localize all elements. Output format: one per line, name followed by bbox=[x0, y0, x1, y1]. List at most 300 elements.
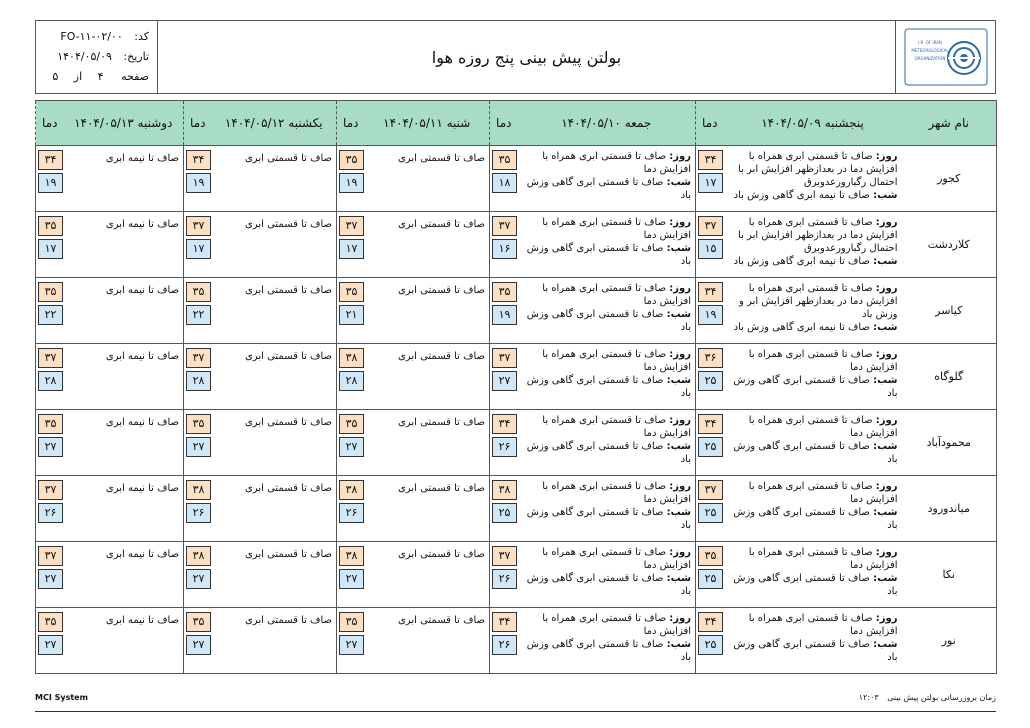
forecast-description: صاف تا قسمتی ابری bbox=[212, 146, 337, 212]
day-label: روز: bbox=[875, 481, 898, 492]
day-label: روز: bbox=[875, 415, 898, 426]
night-label: شب: bbox=[666, 573, 691, 584]
day-label: روز: bbox=[875, 217, 898, 228]
temperature-cell bbox=[36, 344, 64, 410]
min-temperature: ۲۲ bbox=[38, 305, 63, 325]
temperature-cell bbox=[490, 212, 518, 278]
max-temperature: ۳۵ bbox=[186, 414, 211, 434]
night-forecast-text: صاف تا قسمتی ابری گاهی وزش باد bbox=[733, 507, 898, 531]
table-row bbox=[36, 608, 997, 674]
forecast-description: صاف تا قسمتی ابری bbox=[212, 476, 337, 542]
day-forecast-text: صاف تا قسمتی ابری همراه با افزایش دما bbox=[542, 547, 691, 571]
max-temperature: ۳۷ bbox=[492, 546, 517, 566]
city-name: نکا bbox=[902, 542, 997, 608]
day-forecast-text: صاف تا قسمتی ابری همراه با افزایش دما bbox=[748, 547, 898, 571]
min-temperature: ۱۹ bbox=[186, 173, 211, 193]
day-column-header: یکشنبه ۱۴۰۴/۰۵/۱۲ bbox=[212, 101, 337, 146]
temperature-cell bbox=[490, 476, 518, 542]
forecast-description: صاف تا قسمتی ابری bbox=[365, 344, 490, 410]
forecast-description bbox=[724, 542, 902, 608]
max-temperature: ۳۷ bbox=[339, 216, 364, 236]
day-forecast bbox=[520, 282, 692, 308]
page-total: ۵ bbox=[52, 70, 59, 83]
system-name: MCI System bbox=[35, 693, 88, 702]
max-temperature: ۳۷ bbox=[186, 216, 211, 236]
city-name: کجور bbox=[902, 146, 997, 212]
table-row bbox=[36, 344, 997, 410]
day-forecast-text: صاف تا قسمتی ابری همراه با افزایش دما bbox=[748, 415, 898, 439]
min-temperature: ۲۷ bbox=[38, 437, 63, 457]
night-forecast-text: صاف تا نیمه ابری گاهی وزش باد bbox=[733, 190, 870, 201]
night-forecast bbox=[520, 638, 692, 664]
temperature-column-header: دما bbox=[696, 101, 724, 146]
forecast-description: صاف تا قسمتی ابری bbox=[212, 344, 337, 410]
temperature-cell bbox=[184, 608, 212, 674]
night-label: شب: bbox=[873, 322, 898, 333]
day-forecast bbox=[520, 546, 692, 572]
night-label: شب: bbox=[666, 375, 691, 386]
forecast-description bbox=[724, 278, 902, 344]
max-temperature: ۳۸ bbox=[492, 480, 517, 500]
night-forecast-text: صاف تا نیمه ابری گاهی وزش باد bbox=[733, 256, 870, 267]
min-temperature: ۲۶ bbox=[492, 437, 517, 457]
day-column-header: شنبه ۱۴۰۴/۰۵/۱۱ bbox=[365, 101, 490, 146]
temperature-column-header: دما bbox=[490, 101, 518, 146]
day-label: روز: bbox=[875, 613, 898, 624]
day-forecast-text: صاف تا قسمتی ابری همراه با افزایش دما bbox=[542, 613, 691, 637]
max-temperature: ۳۵ bbox=[698, 546, 723, 566]
forecast-description: صاف تا قسمتی ابری bbox=[212, 608, 337, 674]
forecast-table bbox=[35, 100, 997, 674]
table-row bbox=[36, 146, 997, 212]
min-temperature: ۱۹ bbox=[38, 173, 63, 193]
night-forecast-text: صاف تا قسمتی ابری گاهی وزش باد bbox=[733, 573, 898, 597]
temperature-cell bbox=[36, 410, 64, 476]
temperature-cell bbox=[696, 344, 724, 410]
table-row bbox=[36, 476, 997, 542]
min-temperature: ۱۸ bbox=[492, 173, 517, 193]
forecast-description: صاف تا نیمه ابری bbox=[64, 476, 184, 542]
min-temperature: ۲۵ bbox=[698, 371, 723, 391]
night-forecast bbox=[520, 308, 692, 334]
max-temperature: ۳۶ bbox=[698, 348, 723, 368]
update-time-value: ۱۲:۰۳ bbox=[858, 693, 879, 702]
min-temperature: ۲۸ bbox=[38, 371, 63, 391]
min-temperature: ۲۷ bbox=[186, 569, 211, 589]
table-row bbox=[36, 212, 997, 278]
temperature-cell bbox=[337, 344, 365, 410]
day-forecast-text: صاف تا قسمتی ابری همراه با افزایش دما bbox=[748, 481, 898, 505]
min-temperature: ۱۹ bbox=[492, 305, 517, 325]
temperature-cell bbox=[184, 212, 212, 278]
temperature-cell bbox=[36, 146, 64, 212]
day-forecast-text: صاف تا قسمتی ابری همراه با افزایش دما bbox=[748, 613, 898, 637]
day-forecast-text: صاف تا قسمتی ابری همراه با افزایش دما bbox=[542, 481, 691, 505]
forecast-description: صاف تا قسمتی ابری bbox=[365, 410, 490, 476]
day-label: روز: bbox=[669, 415, 691, 426]
night-forecast bbox=[726, 440, 898, 466]
max-temperature: ۳۵ bbox=[186, 282, 211, 302]
temperature-cell bbox=[490, 608, 518, 674]
temperature-cell bbox=[36, 212, 64, 278]
max-temperature: ۳۸ bbox=[186, 480, 211, 500]
max-temperature: ۳۴ bbox=[698, 414, 723, 434]
temperature-cell bbox=[184, 344, 212, 410]
forecast-description: صاف تا قسمتی ابری bbox=[212, 212, 337, 278]
min-temperature: ۱۷ bbox=[38, 239, 63, 259]
night-forecast-text: صاف تا قسمتی ابری گاهی وزش باد bbox=[526, 375, 691, 399]
max-temperature: ۳۸ bbox=[339, 348, 364, 368]
logo-line-1: I.R. OF IRAN bbox=[917, 40, 942, 45]
temperature-cell bbox=[36, 542, 64, 608]
forecast-description bbox=[724, 476, 902, 542]
min-temperature: ۲۷ bbox=[339, 635, 364, 655]
forecast-description: صاف تا نیمه ابری bbox=[64, 278, 184, 344]
night-forecast bbox=[726, 572, 898, 598]
night-forecast-text: صاف تا قسمتی ابری گاهی وزش باد bbox=[526, 441, 691, 465]
temperature-cell bbox=[490, 146, 518, 212]
city-name: کلاردشت bbox=[902, 212, 997, 278]
night-label: شب: bbox=[873, 375, 898, 386]
min-temperature: ۲۷ bbox=[38, 569, 63, 589]
day-forecast-text: صاف تا قسمتی ابری همراه با افزایش دما در بعدازظهر افزایش ابر با احتمال رگبارورعدوبرق bbox=[738, 151, 898, 188]
forecast-description bbox=[518, 212, 696, 278]
min-temperature: ۲۶ bbox=[339, 503, 364, 523]
day-column-header: جمعه ۱۴۰۴/۰۵/۱۰ bbox=[518, 101, 696, 146]
forecast-description bbox=[724, 410, 902, 476]
temperature-cell bbox=[490, 278, 518, 344]
min-temperature: ۲۱ bbox=[339, 305, 364, 325]
day-forecast-text: صاف تا قسمتی ابری همراه با افزایش دما در بعدازظهر افزایش ابر و وزش باد bbox=[739, 283, 898, 320]
min-temperature: ۲۷ bbox=[186, 635, 211, 655]
day-forecast bbox=[726, 414, 898, 440]
temperature-cell bbox=[696, 278, 724, 344]
day-label: روز: bbox=[669, 283, 691, 294]
max-temperature: ۳۷ bbox=[38, 348, 63, 368]
day-label: روز: bbox=[669, 613, 691, 624]
max-temperature: ۳۴ bbox=[698, 282, 723, 302]
day-forecast bbox=[520, 150, 692, 176]
night-label: شب: bbox=[873, 639, 898, 650]
day-forecast-text: صاف تا قسمتی ابری همراه با افزایش دما در بعدازظهر افزایش ابر با احتمال رگبارورعدوبرق bbox=[738, 217, 898, 254]
page-row bbox=[42, 67, 149, 87]
day-forecast bbox=[726, 216, 898, 255]
night-label: شب: bbox=[666, 243, 691, 254]
day-forecast-text: صاف تا قسمتی ابری همراه با افزایش دما bbox=[542, 349, 691, 373]
min-temperature: ۲۷ bbox=[339, 569, 364, 589]
night-label: شب: bbox=[873, 256, 898, 267]
page-footer bbox=[35, 693, 996, 712]
min-temperature: ۲۷ bbox=[38, 635, 63, 655]
min-temperature: ۲۲ bbox=[186, 305, 211, 325]
night-forecast bbox=[520, 572, 692, 598]
temperature-cell bbox=[696, 476, 724, 542]
day-forecast bbox=[520, 348, 692, 374]
page-number: ۴ bbox=[97, 70, 104, 83]
temperature-cell bbox=[696, 410, 724, 476]
max-temperature: ۳۵ bbox=[339, 414, 364, 434]
max-temperature: ۳۸ bbox=[186, 546, 211, 566]
temperature-cell bbox=[36, 608, 64, 674]
max-temperature: ۳۴ bbox=[38, 150, 63, 170]
night-forecast-text: صاف تا قسمتی ابری گاهی وزش باد bbox=[526, 639, 691, 663]
night-forecast-text: صاف تا قسمتی ابری گاهی وزش باد bbox=[526, 309, 691, 333]
min-temperature: ۲۵ bbox=[698, 635, 723, 655]
temperature-cell bbox=[184, 410, 212, 476]
temperature-cell bbox=[696, 212, 724, 278]
max-temperature: ۳۷ bbox=[698, 480, 723, 500]
max-temperature: ۳۵ bbox=[38, 414, 63, 434]
page-label: صفحه bbox=[121, 70, 149, 83]
page-of: از bbox=[73, 70, 83, 83]
forecast-description bbox=[518, 146, 696, 212]
min-temperature: ۲۶ bbox=[492, 569, 517, 589]
day-column-header: پنجشنبه ۱۴۰۴/۰۵/۰۹ bbox=[724, 101, 902, 146]
night-forecast bbox=[726, 374, 898, 400]
forecast-description bbox=[518, 410, 696, 476]
day-forecast bbox=[726, 150, 898, 189]
max-temperature: ۳۷ bbox=[38, 480, 63, 500]
max-temperature: ۳۴ bbox=[698, 150, 723, 170]
min-temperature: ۲۶ bbox=[492, 635, 517, 655]
day-forecast bbox=[520, 480, 692, 506]
day-label: روز: bbox=[669, 481, 691, 492]
forecast-description bbox=[518, 344, 696, 410]
min-temperature: ۲۶ bbox=[186, 503, 211, 523]
day-forecast-text: صاف تا قسمتی ابری همراه با افزایش دما bbox=[542, 151, 691, 175]
max-temperature: ۳۵ bbox=[492, 282, 517, 302]
night-forecast-text: صاف تا قسمتی ابری گاهی وزش باد bbox=[526, 243, 691, 267]
max-temperature: ۳۵ bbox=[339, 150, 364, 170]
date-label: تاریخ: bbox=[123, 50, 149, 63]
day-forecast-text: صاف تا قسمتی ابری همراه با افزایش دما bbox=[542, 217, 691, 241]
temperature-cell bbox=[490, 542, 518, 608]
min-temperature: ۱۷ bbox=[186, 239, 211, 259]
temperature-cell bbox=[337, 410, 365, 476]
document-meta bbox=[36, 21, 158, 93]
temperature-cell bbox=[337, 476, 365, 542]
temperature-cell bbox=[337, 278, 365, 344]
night-label: شب: bbox=[666, 441, 691, 452]
day-forecast bbox=[726, 612, 898, 638]
date-row bbox=[42, 47, 149, 67]
min-temperature: ۲۶ bbox=[38, 503, 63, 523]
night-label: شب: bbox=[873, 190, 898, 201]
forecast-description bbox=[724, 212, 902, 278]
temperature-cell bbox=[184, 146, 212, 212]
temperature-cell bbox=[696, 542, 724, 608]
night-forecast-text: صاف تا قسمتی ابری گاهی وزش باد bbox=[733, 441, 898, 465]
night-label: شب: bbox=[873, 573, 898, 584]
day-label: روز: bbox=[669, 349, 691, 360]
night-label: شب: bbox=[666, 177, 691, 188]
day-label: روز: bbox=[875, 547, 898, 558]
night-forecast-text: صاف تا قسمتی ابری گاهی وزش باد bbox=[526, 177, 691, 201]
temperature-cell bbox=[184, 278, 212, 344]
max-temperature: ۳۷ bbox=[492, 348, 517, 368]
max-temperature: ۳۵ bbox=[492, 150, 517, 170]
forecast-description: صاف تا قسمتی ابری bbox=[365, 542, 490, 608]
min-temperature: ۲۷ bbox=[186, 437, 211, 457]
max-temperature: ۳۵ bbox=[186, 612, 211, 632]
max-temperature: ۳۵ bbox=[38, 216, 63, 236]
night-forecast bbox=[520, 176, 692, 202]
max-temperature: ۳۸ bbox=[339, 546, 364, 566]
night-label: شب: bbox=[666, 507, 691, 518]
night-label: شب: bbox=[873, 441, 898, 452]
max-temperature: ۳۴ bbox=[492, 414, 517, 434]
code-label: کد: bbox=[134, 30, 149, 43]
day-forecast bbox=[726, 546, 898, 572]
temperature-column-header: دما bbox=[36, 101, 64, 146]
max-temperature: ۳۷ bbox=[492, 216, 517, 236]
night-forecast bbox=[726, 506, 898, 532]
forecast-description: صاف تا نیمه ابری bbox=[64, 410, 184, 476]
day-forecast bbox=[726, 480, 898, 506]
min-temperature: ۱۹ bbox=[339, 173, 364, 193]
day-label: روز: bbox=[669, 547, 691, 558]
forecast-description: صاف تا نیمه ابری bbox=[64, 212, 184, 278]
forecast-table-body bbox=[36, 146, 997, 674]
min-temperature: ۲۵ bbox=[698, 569, 723, 589]
forecast-description: صاف تا قسمتی ابری bbox=[365, 146, 490, 212]
night-forecast bbox=[520, 242, 692, 268]
max-temperature: ۳۵ bbox=[339, 612, 364, 632]
max-temperature: ۳۷ bbox=[38, 546, 63, 566]
temperature-cell bbox=[184, 476, 212, 542]
temperature-cell bbox=[337, 608, 365, 674]
temperature-cell bbox=[36, 476, 64, 542]
forecast-description: صاف تا قسمتی ابری bbox=[365, 476, 490, 542]
max-temperature: ۳۵ bbox=[339, 282, 364, 302]
night-label: شب: bbox=[873, 507, 898, 518]
night-forecast bbox=[726, 189, 898, 202]
forecast-description: صاف تا نیمه ابری bbox=[64, 542, 184, 608]
day-forecast bbox=[520, 414, 692, 440]
day-forecast bbox=[726, 348, 898, 374]
day-forecast-text: صاف تا قسمتی ابری همراه با افزایش دما bbox=[542, 415, 691, 439]
temperature-cell bbox=[184, 542, 212, 608]
max-temperature: ۳۵ bbox=[38, 282, 63, 302]
min-temperature: ۱۶ bbox=[492, 239, 517, 259]
day-label: روز: bbox=[875, 349, 898, 360]
max-temperature: ۳۴ bbox=[698, 612, 723, 632]
table-row bbox=[36, 278, 997, 344]
night-forecast bbox=[520, 506, 692, 532]
night-forecast bbox=[726, 321, 898, 334]
min-temperature: ۱۵ bbox=[698, 239, 723, 259]
forecast-description bbox=[518, 278, 696, 344]
day-label: روز: bbox=[669, 151, 691, 162]
min-temperature: ۲۸ bbox=[186, 371, 211, 391]
forecast-description bbox=[518, 608, 696, 674]
update-time bbox=[859, 693, 996, 711]
night-forecast-text: صاف تا قسمتی ابری گاهی وزش باد bbox=[526, 507, 691, 531]
forecast-description: صاف تا قسمتی ابری bbox=[365, 608, 490, 674]
city-name: نور bbox=[902, 608, 997, 674]
day-forecast-text: صاف تا قسمتی ابری همراه با افزایش دما bbox=[748, 349, 898, 373]
forecast-description: صاف تا قسمتی ابری bbox=[365, 278, 490, 344]
city-column-header: نام شهر bbox=[902, 101, 997, 146]
forecast-description bbox=[518, 476, 696, 542]
day-forecast bbox=[520, 216, 692, 242]
day-label: روز: bbox=[875, 151, 898, 162]
min-temperature: ۱۷ bbox=[339, 239, 364, 259]
code-value: FO-۱۱-۰۲/۰۰ bbox=[60, 30, 123, 43]
forecast-description: صاف تا قسمتی ابری bbox=[212, 542, 337, 608]
forecast-description bbox=[518, 542, 696, 608]
bulletin-page bbox=[35, 20, 996, 674]
forecast-description: صاف تا قسمتی ابری bbox=[212, 410, 337, 476]
min-temperature: ۲۷ bbox=[492, 371, 517, 391]
min-temperature: ۲۵ bbox=[492, 503, 517, 523]
min-temperature: ۲۷ bbox=[339, 437, 364, 457]
min-temperature: ۱۹ bbox=[698, 305, 723, 325]
city-name: کیاسر bbox=[902, 278, 997, 344]
day-column-header: دوشنبه ۱۴۰۴/۰۵/۱۳ bbox=[64, 101, 184, 146]
max-temperature: ۳۷ bbox=[698, 216, 723, 236]
table-row bbox=[36, 542, 997, 608]
max-temperature: ۳۵ bbox=[38, 612, 63, 632]
day-forecast bbox=[726, 282, 898, 321]
day-label: روز: bbox=[875, 283, 898, 294]
temperature-column-header: دما bbox=[184, 101, 212, 146]
night-forecast bbox=[520, 440, 692, 466]
temperature-cell bbox=[337, 146, 365, 212]
table-header-row bbox=[36, 101, 997, 146]
forecast-description bbox=[724, 146, 902, 212]
night-forecast bbox=[520, 374, 692, 400]
update-time-label: زمان بروزرسانی بولتن پیش بینی bbox=[887, 693, 996, 702]
temperature-column-header: دما bbox=[337, 101, 365, 146]
forecast-description bbox=[724, 608, 902, 674]
bulletin-title: بولتن پیش بینی پنج روزه هوا bbox=[431, 47, 622, 67]
date-value: ۱۴۰۴/۰۵/۰۹ bbox=[57, 50, 112, 63]
temperature-cell bbox=[696, 608, 724, 674]
forecast-description: صاف تا قسمتی ابری bbox=[365, 212, 490, 278]
temperature-cell bbox=[490, 344, 518, 410]
forecast-description: صاف تا نیمه ابری bbox=[64, 344, 184, 410]
night-forecast bbox=[726, 255, 898, 268]
temperature-cell bbox=[337, 212, 365, 278]
night-label: شب: bbox=[666, 309, 691, 320]
code-row bbox=[42, 27, 149, 47]
max-temperature: ۳۷ bbox=[186, 348, 211, 368]
forecast-description: صاف تا قسمتی ابری bbox=[212, 278, 337, 344]
night-forecast-text: صاف تا قسمتی ابری گاهی وزش باد bbox=[733, 639, 898, 663]
night-forecast-text: صاف تا قسمتی ابری گاهی وزش باد bbox=[526, 573, 691, 597]
city-name: میاندورود bbox=[902, 476, 997, 542]
night-forecast-text: صاف تا نیمه ابری گاهی وزش باد bbox=[733, 322, 870, 333]
city-name: گلوگاه bbox=[902, 344, 997, 410]
day-forecast bbox=[520, 612, 692, 638]
night-forecast bbox=[726, 638, 898, 664]
meteorological-organization-logo bbox=[895, 21, 995, 93]
max-temperature: ۳۴ bbox=[186, 150, 211, 170]
min-temperature: ۱۷ bbox=[698, 173, 723, 193]
table-row bbox=[36, 410, 997, 476]
min-temperature: ۲۵ bbox=[698, 437, 723, 457]
min-temperature: ۲۸ bbox=[339, 371, 364, 391]
logo-line-2: METEOROLOGICAL bbox=[910, 48, 949, 53]
day-forecast-text: صاف تا قسمتی ابری همراه با افزایش دما bbox=[542, 283, 691, 307]
city-name: محمودآباد bbox=[902, 410, 997, 476]
max-temperature: ۳۴ bbox=[492, 612, 517, 632]
day-label: روز: bbox=[669, 217, 691, 228]
min-temperature: ۲۵ bbox=[698, 503, 723, 523]
temperature-cell bbox=[337, 542, 365, 608]
night-forecast-text: صاف تا قسمتی ابری گاهی وزش باد bbox=[733, 375, 898, 399]
